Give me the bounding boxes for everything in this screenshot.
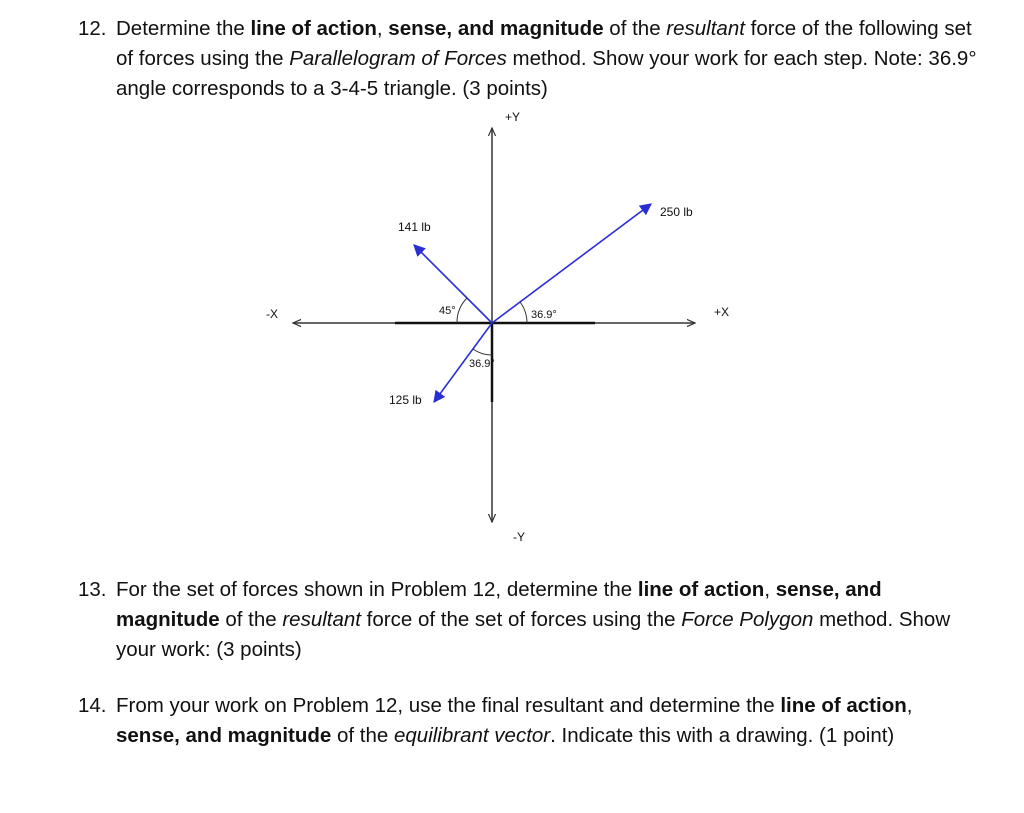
axis-label-pos-x: +X <box>714 305 730 319</box>
axis-label-neg-y: -Y <box>513 530 525 544</box>
angle-arc-141 <box>457 298 467 323</box>
italic-text: resultant <box>666 17 745 40</box>
italic-text: equilibrant vector <box>394 724 551 747</box>
problem-number: 14. <box>78 694 107 717</box>
text-run: of the <box>219 608 283 631</box>
text-run: Determine the <box>116 17 251 40</box>
angle-label-125: 36.9° <box>469 358 495 370</box>
angle-label-141: 45° <box>439 305 456 317</box>
problem-13 <box>78 575 978 665</box>
bold-text: sense, and magnitude <box>116 578 882 631</box>
text-run: , <box>906 694 913 717</box>
bold-text: line of action <box>250 17 377 40</box>
force-label-141: 141 lb <box>398 220 431 234</box>
bold-text: line of action <box>780 694 907 717</box>
text-run: of the <box>603 17 667 40</box>
text-run: method. Show your work: (3 points) <box>116 608 951 661</box>
problem-number: 13. <box>78 578 107 601</box>
axis-label-neg-x: -X <box>266 307 278 321</box>
bold-text: sense, and magnitude <box>388 17 604 40</box>
bold-text: sense, and magnitude <box>116 724 332 747</box>
axis-label-pos-y: +Y <box>505 110 521 124</box>
text-run: of the <box>331 724 394 747</box>
text-run: . Indicate this with a drawing. (1 point) <box>550 724 895 747</box>
italic-text: Force Polygon <box>681 608 814 631</box>
text-run: force of the set of forces using the <box>360 608 682 631</box>
problem-text <box>116 691 978 751</box>
force-250-arrow <box>492 204 651 323</box>
text-run: For the set of forces shown in Problem 12, determine the <box>116 578 638 601</box>
italic-text: resultant <box>282 608 361 631</box>
force-label-125: 125 lb <box>389 393 422 407</box>
italic-text: Parallelogram of Forces <box>289 47 507 70</box>
text-run: method. Show your work for each step. Note: 36.9° angle corresponds to a 3-4-5 triangle. (3 points) <box>116 47 977 100</box>
angle-arc-125 <box>473 349 492 355</box>
text-run: From your work on Problem 12, use the final resultant and determine the <box>116 694 781 717</box>
text-run: , <box>376 17 389 40</box>
angle-label-250: 36.9° <box>531 309 557 321</box>
problem-text <box>116 575 978 665</box>
force-label-250: 250 lb <box>660 205 693 219</box>
text-run: , <box>764 578 776 601</box>
text-run: force of the following set of forces using the <box>116 17 972 70</box>
problem-number: 12. <box>78 17 107 40</box>
problem-14 <box>78 691 978 751</box>
bold-text: line of action <box>637 578 765 601</box>
angle-arc-250 <box>520 302 527 323</box>
